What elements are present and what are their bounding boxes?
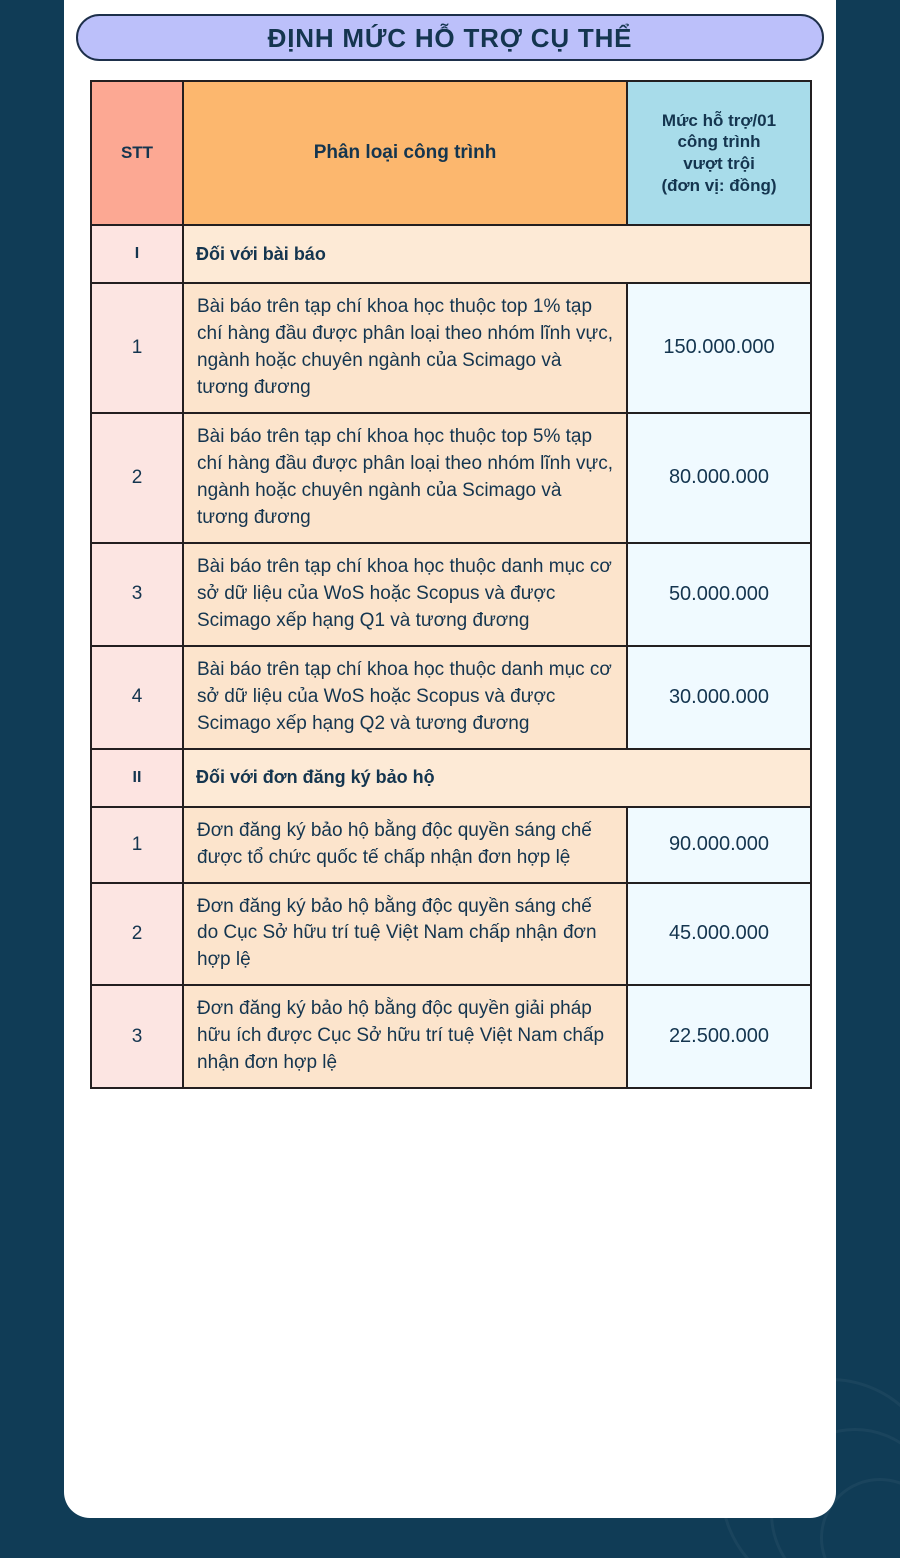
column-header-value-line2: công trình (677, 132, 761, 152)
table-row (91, 807, 811, 883)
row-description: Đơn đăng ký bảo hộ bằng độc quyền sáng chế được tổ chức quốc tế chấp nhận đơn hợp lệ (183, 807, 627, 883)
row-description: Bài báo trên tạp chí khoa học thuộc top 5% tạp chí hàng đầu được phân loại theo nhóm lĩnh vực, ngành hoặc chuyên ngành của Scimago và tương đương (183, 413, 627, 543)
page-title: ĐỊNH MỨC HỖ TRỢ CỤ THỂ (267, 22, 633, 53)
section-label: Đối với đơn đăng ký bảo hộ (183, 749, 811, 807)
row-number: 2 (91, 883, 183, 986)
row-value: 50.000.000 (627, 543, 811, 646)
row-value: 22.500.000 (627, 985, 811, 1088)
row-value: 30.000.000 (627, 646, 811, 749)
page-title-banner (76, 14, 824, 61)
table-header-row (91, 81, 811, 225)
row-description: Bài báo trên tạp chí khoa học thuộc danh mục cơ sở dữ liệu của WoS hoặc Scopus và được Scimago xếp hạng Q1 và tương đương (183, 543, 627, 646)
row-value: 90.000.000 (627, 807, 811, 883)
support-rate-table (90, 80, 812, 1089)
row-value: 80.000.000 (627, 413, 811, 543)
section-number: I (91, 225, 183, 283)
row-number: 4 (91, 646, 183, 749)
content-panel (64, 0, 836, 1518)
table-row (91, 413, 811, 543)
table-body (91, 225, 811, 1088)
column-header-description: Phân loại công trình (183, 81, 627, 225)
row-number: 3 (91, 543, 183, 646)
table-row (91, 543, 811, 646)
section-header-row (91, 749, 811, 807)
column-header-value-line1: Mức hỗ trợ/01 (661, 110, 777, 130)
table-row (91, 985, 811, 1088)
table-row (91, 646, 811, 749)
section-header-row (91, 225, 811, 283)
column-header-stt: STT (91, 81, 183, 225)
section-number: II (91, 749, 183, 807)
table-row (91, 883, 811, 986)
table-header (91, 81, 811, 225)
row-number: 3 (91, 985, 183, 1088)
table-row (91, 283, 811, 413)
row-number: 1 (91, 283, 183, 413)
row-number: 1 (91, 807, 183, 883)
column-header-value-line3: vượt trội (683, 154, 755, 173)
section-label: Đối với bài báo (183, 225, 811, 283)
column-header-value (627, 81, 811, 225)
row-description: Bài báo trên tạp chí khoa học thuộc danh mục cơ sở dữ liệu của WoS hoặc Scopus và được Scimago xếp hạng Q2 và tương đương (183, 646, 627, 749)
column-header-value-line4: (đơn vị: đồng) (661, 175, 777, 195)
row-description: Bài báo trên tạp chí khoa học thuộc top 1% tạp chí hàng đầu được phân loại theo nhóm lĩnh vực, ngành hoặc chuyên ngành của Scimago và tương đương (183, 283, 627, 413)
row-description: Đơn đăng ký bảo hộ bằng độc quyền sáng chế do Cục Sở hữu trí tuệ Việt Nam chấp nhận đơn hợp lệ (183, 883, 627, 986)
row-value: 150.000.000 (627, 283, 811, 413)
row-description: Đơn đăng ký bảo hộ bằng độc quyền giải pháp hữu ích được Cục Sở hữu trí tuệ Việt Nam chấp nhận đơn hợp lệ (183, 985, 627, 1088)
row-number: 2 (91, 413, 183, 543)
row-value: 45.000.000 (627, 883, 811, 986)
